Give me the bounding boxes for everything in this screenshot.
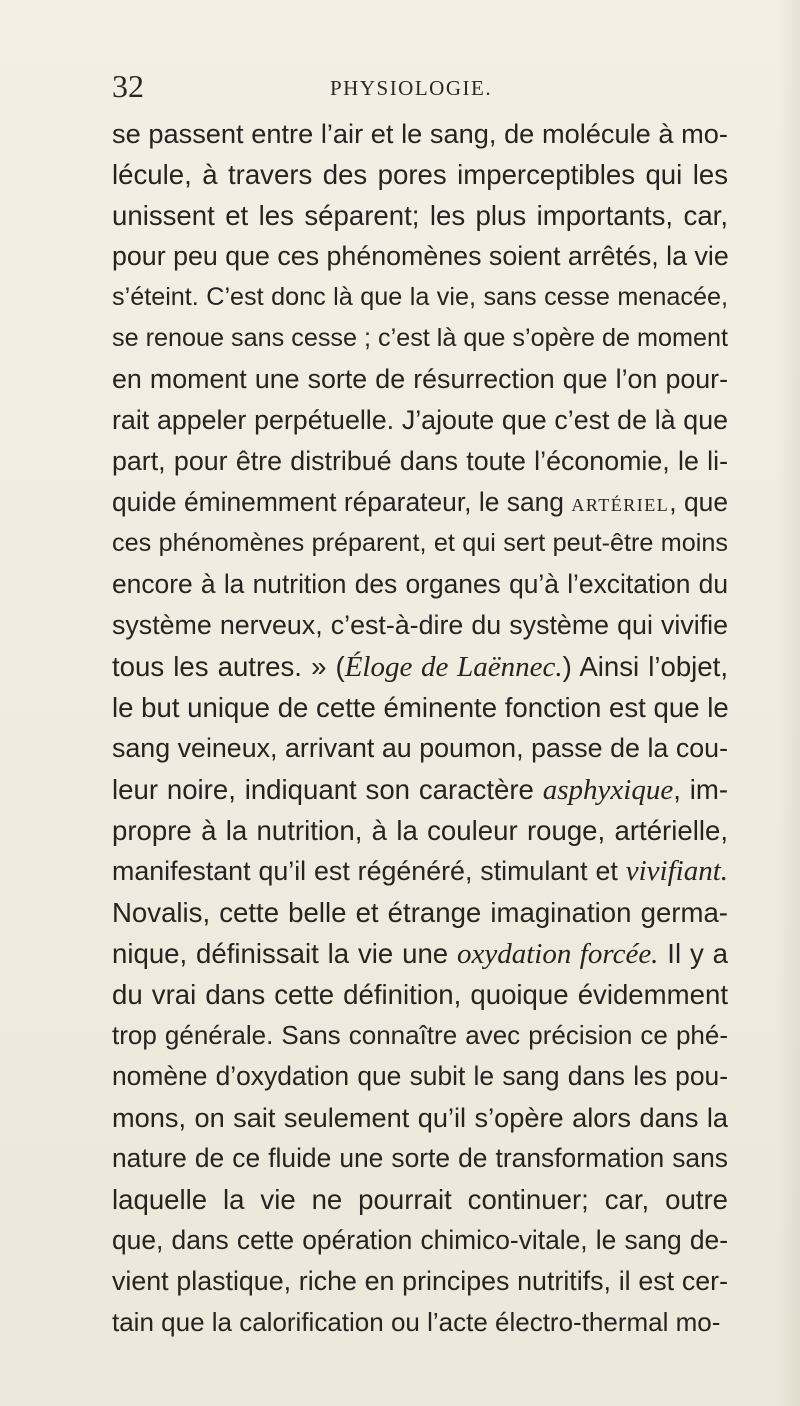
text-segment: en moment une sorte de résurrection que l’on pour- (112, 364, 728, 394)
text-segment: sang veineux, arrivant au poumon, passe de la cou- (112, 733, 728, 763)
text-segment: du vrai dans cette définition, quoique évidemment (112, 979, 728, 1010)
text-segment: unissent et les séparent; les plus importants, car, (112, 200, 728, 231)
text-line (112, 1179, 728, 1220)
running-head (112, 66, 672, 110)
text-segment: leur noire, indiquant son caractère (112, 774, 543, 805)
page-edge-shadow (778, 0, 800, 1406)
text-line (112, 1138, 728, 1179)
text-line (112, 605, 728, 646)
text-line (112, 646, 728, 687)
text-line (112, 1261, 728, 1302)
running-title: PHYSIOLOGIE. (330, 76, 493, 100)
body-paragraph (112, 113, 728, 1343)
text-segment: rait appeler perpétuelle. J’ajoute que c’est de là que (112, 405, 728, 435)
text-line (112, 933, 728, 974)
text-line (112, 236, 728, 277)
text-segment: que, dans cette opération chimico-vitale, le sang de- (112, 1225, 728, 1255)
text-segment: manifestant qu’il est régénéré, stimulant et (112, 856, 626, 886)
text-segment: mons, on sait seulement qu’il s’opère alors dans la (112, 1102, 728, 1133)
text-line (112, 769, 728, 810)
italic-text: asphyxique (542, 774, 674, 806)
text-segment: part, pour être distribué dans toute l’économie, le li- (112, 446, 728, 476)
text-segment: tain que la calorification ou l’acte électro-thermal mo- (112, 1307, 721, 1337)
text-line (112, 441, 728, 482)
text-segment: le but unique de cette éminente fonction est que le (112, 692, 729, 723)
text-segment: se passent entre l’air et le sang, de molécule à mo- (112, 118, 728, 149)
text-line (112, 1220, 728, 1261)
text-line (112, 892, 728, 933)
text-line (112, 1056, 728, 1097)
text-line (112, 277, 728, 318)
text-segment: pour peu que ces phénomènes soient arrêtés, la vie (112, 241, 729, 271)
text-segment: système nerveux, c’est-à-dire du système qui vivifie (112, 610, 728, 640)
text-line (112, 851, 728, 892)
text-line (112, 113, 728, 154)
text-line (112, 154, 728, 195)
text-segment: trop générale. Sans connaître avec précision ce phé- (112, 1020, 728, 1050)
text-segment: , im- (673, 774, 729, 805)
small-caps-text: artériel (571, 488, 670, 517)
text-segment: s’éteint. C’est donc là que la vie, sans cesse menacée, (112, 283, 728, 311)
text-line (112, 195, 728, 236)
text-segment: laquelle la vie ne pourrait continuer; car, outre (112, 1184, 728, 1215)
text-line (112, 810, 728, 851)
text-segment: lécule, à travers des pores imperceptibles qui les (112, 159, 728, 190)
text-line (112, 687, 728, 728)
italic-text: vivifiant. (625, 855, 728, 887)
text-line (112, 523, 728, 564)
text-segment: nature de ce fluide une sorte de transformation sans (112, 1143, 728, 1173)
text-segment: quide éminemment réparateur, le sang (112, 487, 572, 517)
text-line (112, 1097, 728, 1138)
italic-text: oxydation forcée. (457, 938, 659, 970)
text-segment: nomène d’oxydation que subit le sang dans les pou- (112, 1061, 728, 1091)
text-segment: , que (669, 487, 728, 517)
text-segment: propre à la nutrition, à la couleur rouge, artérielle, (112, 815, 728, 846)
text-segment: encore à la nutrition des organes qu’à l’excitation du (112, 569, 728, 599)
text-segment: vient plastique, riche en principes nutritifs, il est cer- (112, 1266, 728, 1296)
text-line (112, 1302, 728, 1343)
text-segment: Novalis, cette belle et étrange imagination germa- (112, 897, 728, 928)
text-segment: tous les autres. » ( (112, 651, 345, 682)
italic-text: Éloge de Laënnec. (344, 651, 563, 683)
text-line (112, 974, 728, 1015)
text-line (112, 1015, 728, 1056)
text-segment: ) Ainsi l’objet, (562, 651, 728, 682)
text-line (112, 564, 728, 605)
text-line (112, 318, 728, 359)
text-line (112, 400, 728, 441)
text-line (112, 359, 728, 400)
text-segment: ces phénomènes préparent, et qui sert peut-être moins (112, 529, 728, 557)
text-line (112, 482, 728, 523)
text-line (112, 728, 728, 769)
text-segment: Il y a (658, 938, 728, 969)
text-segment: se renoue sans cesse ; c’est là que s’opère de moment (112, 324, 729, 352)
text-segment: nique, définissait la vie une (112, 938, 457, 969)
page-number: 32 (112, 68, 144, 104)
